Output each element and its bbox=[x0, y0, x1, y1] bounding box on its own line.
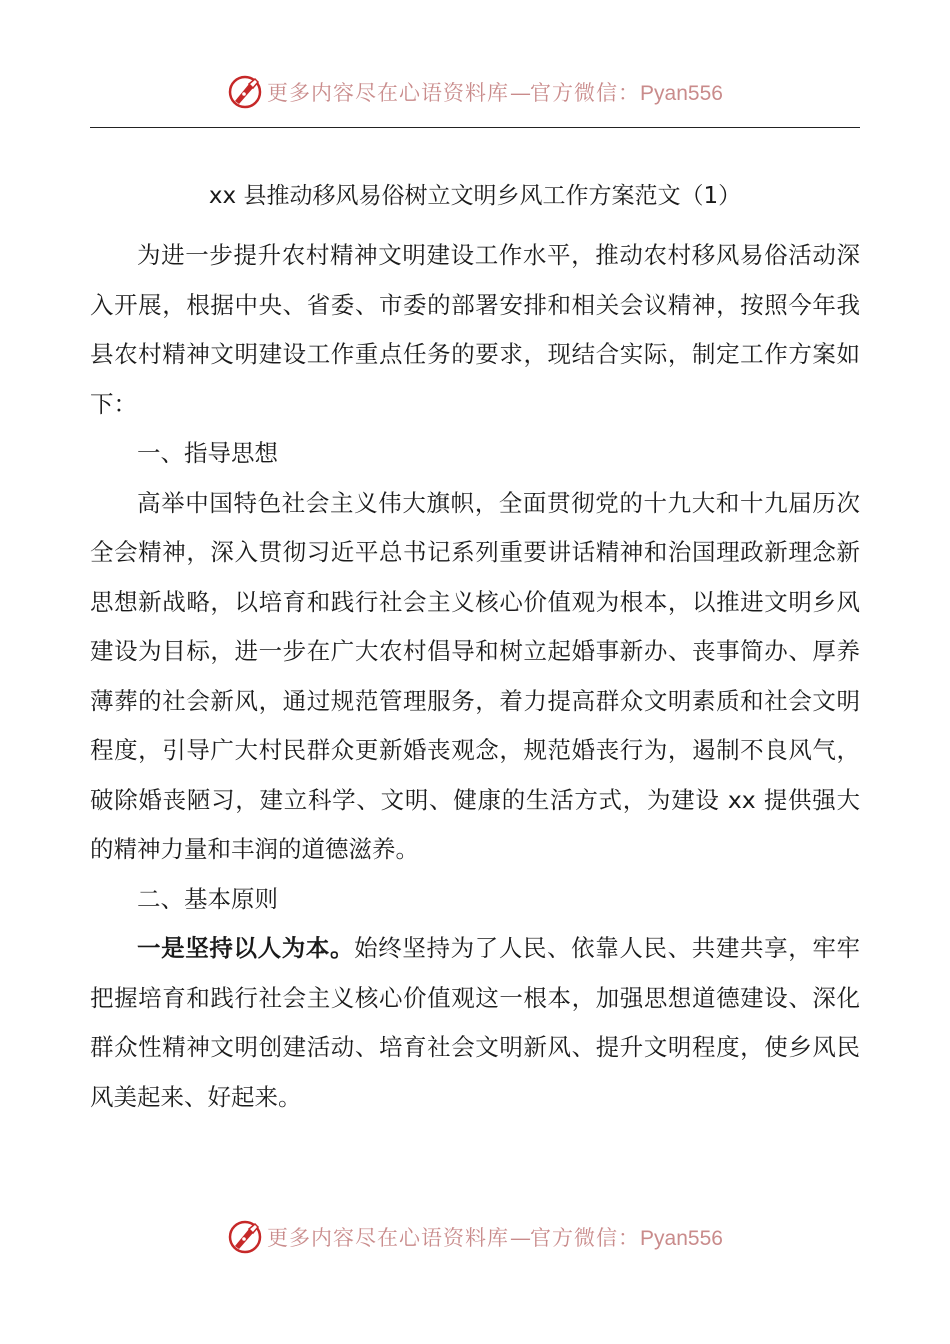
header-banner-wechat-label: 官方微信： bbox=[530, 81, 641, 105]
pen-nib-logo-icon bbox=[227, 74, 263, 110]
principle-body: 始终坚持为了人民、依靠人民、共建共享，牢牢把握培育和践行社会主义核心价值观这一根本，加强思想道德建设、深化群众性精神文明创建活动、培育社会文明新风、提升文明程度，使乡风民风美起来、好起来。 bbox=[90, 934, 861, 1111]
pen-nib-logo-icon bbox=[227, 1219, 263, 1255]
header-banner-text bbox=[267, 77, 723, 107]
intro-paragraph: 为进一步提升农村精神文明建设工作水平，推动农村移风易俗活动深入开展，根据中央、省委、市委的部署安排和相关会议精神，按照今年我县农村精神文明建设工作重点任务的要求，现结合实际，制定工作方案如下： bbox=[90, 241, 860, 418]
header-banner-dash: — bbox=[510, 81, 530, 105]
footer-banner-handle: Pyan556 bbox=[640, 1227, 723, 1250]
principle-lead: 一是坚持以人为本。 bbox=[137, 934, 355, 962]
footer-banner-dash: — bbox=[510, 1226, 530, 1250]
guiding-ideology-paragraph: 高举中国特色社会主义伟大旗帜，全面贯彻党的十九大和十九届历次全会精神，深入贯彻习近平总书记系列重要讲话精神和治国理政新理念新思想新战略，以培育和践行社会主义核心价值观为根本，以推进文明乡风建设为目标，进一步在广大农村倡导和树立起婚事新办、丧事简办、厚养薄葬的社会新风，通过规范管理服务，着力提高群众文明素质和社会文明程度，引导广大村民群众更新婚丧观念，规范婚丧行为，遏制不良风气，破除婚丧陋习，建立科学、文明、健康的生活方式，为建设 xx 提供强大的精神力量和丰润的道德滋养。 bbox=[90, 488, 860, 863]
section-heading-basic-principles: 二、基本原则 bbox=[137, 884, 278, 913]
footer-banner-text bbox=[267, 1222, 723, 1252]
document-title: xx 县推动移风易俗树立文明乡风工作方案范文（1） bbox=[208, 183, 742, 209]
section-heading-guiding-ideology: 一、指导思想 bbox=[137, 439, 278, 467]
header-rule bbox=[90, 127, 860, 128]
principle-paragraph bbox=[90, 924, 860, 1122]
footer-banner bbox=[0, 1217, 950, 1257]
header-banner-main: 更多内容尽在心语资料库 bbox=[267, 81, 510, 105]
header-banner bbox=[0, 72, 950, 112]
footer-banner-main: 更多内容尽在心语资料库 bbox=[267, 1226, 510, 1250]
header-banner-handle: Pyan556 bbox=[640, 82, 723, 105]
document-body bbox=[90, 231, 860, 1122]
footer-banner-wechat-label: 官方微信： bbox=[530, 1226, 641, 1250]
